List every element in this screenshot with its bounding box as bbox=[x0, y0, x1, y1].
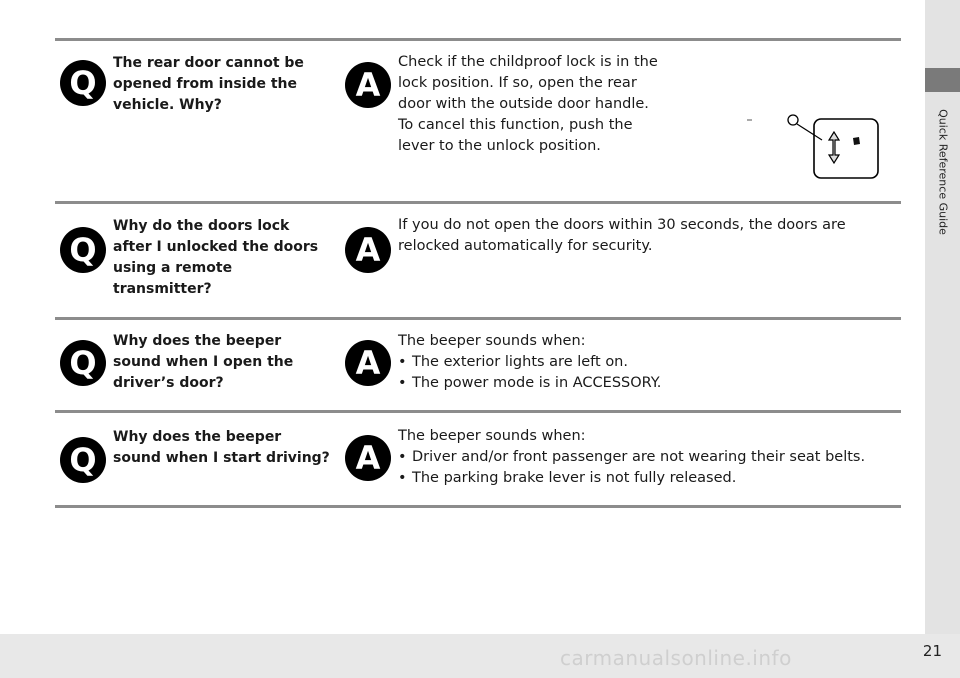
childproof-lock-illustration bbox=[745, 110, 885, 185]
q-badge: Q bbox=[60, 227, 106, 273]
side-strip bbox=[922, 0, 960, 678]
qa-row-auto-relock bbox=[55, 204, 901, 316]
bullet-item: • Driver and/or front passenger are not wearing their seat belts. bbox=[398, 449, 866, 465]
a-badge: A bbox=[345, 340, 391, 386]
question-text: Why does the beeper sound when I start driving? bbox=[113, 429, 330, 466]
section-tab-marker bbox=[925, 68, 960, 92]
question-text: The rear door cannot be opened from inside the vehicle. Why? bbox=[113, 55, 304, 113]
bullet-item: • The exterior lights are left on. bbox=[398, 354, 628, 370]
bullet-item: • The parking brake lever is not fully released. bbox=[398, 470, 737, 486]
a-badge: A bbox=[345, 435, 391, 481]
a-badge: A bbox=[345, 227, 391, 273]
section-label: Quick Reference Guide bbox=[936, 109, 950, 235]
qa-row-beeper-door bbox=[55, 320, 901, 410]
a-badge: A bbox=[345, 62, 391, 108]
question-text: Why do the doors lock after I unlocked the doors using a remote transmitter? bbox=[113, 218, 319, 297]
footer-bar bbox=[0, 634, 960, 678]
answer-text: The beeper sounds when: • The exterior lights are left on. • The power mode is in ACCESSORY. bbox=[398, 331, 898, 394]
watermark: carmanualsonline.info bbox=[560, 646, 792, 670]
answer-text: The beeper sounds when: • Driver and/or front passenger are not wearing their seat belts. • The parking brake lever is not fully released. bbox=[398, 426, 898, 489]
q-badge: Q bbox=[60, 437, 106, 483]
divider-bottom bbox=[55, 505, 901, 508]
page-number: 21 bbox=[922, 642, 942, 660]
answer-text: Check if the childproof lock is in the lock position. If so, open the rear door with the outside door handle. To cancel this function, push the lever to the unlock position. bbox=[398, 54, 658, 154]
question-text: Why does the beeper sound when I open the driver’s door? bbox=[113, 333, 294, 391]
qa-row-beeper-driving bbox=[55, 413, 901, 505]
answer-text: If you do not open the doors within 30 seconds, the doors are relocked automatically for security. bbox=[398, 217, 846, 254]
q-badge: Q bbox=[60, 340, 106, 386]
bullet-item: • The power mode is in ACCESSORY. bbox=[398, 375, 662, 391]
q-badge: Q bbox=[60, 60, 106, 106]
